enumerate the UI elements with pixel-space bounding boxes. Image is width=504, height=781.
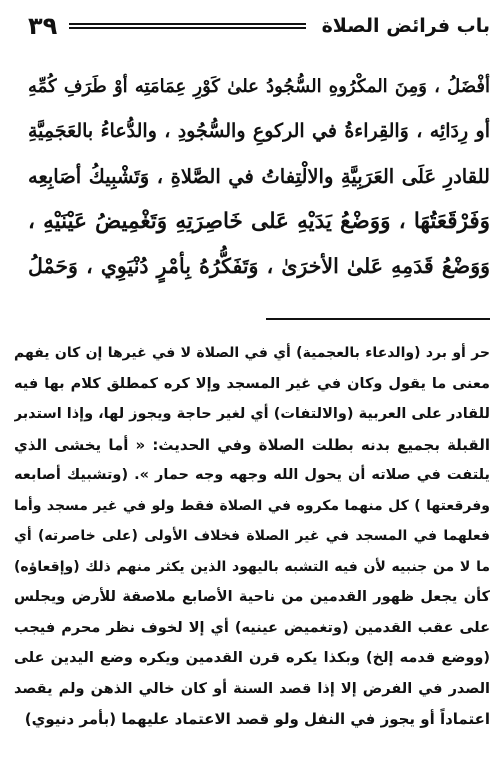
page-header (28, 8, 490, 44)
page-number: ٣٩ (28, 12, 58, 40)
footnote-line: (ووضع قدمه إلخ) وبكذا يكره قرن القدمين ويكره وضع اليدين على (14, 650, 490, 666)
footnote-line: حر أو برد (والدعاء بالعجمية) أي في الصلاة لا في غيرها إن كان يفهم (14, 345, 490, 361)
main-text (28, 64, 490, 289)
main-text-line: وَوَضْعُ قَدَمِهِ عَلىٰ الأخرَىٰ ، وَتَفَكُّرُهُ بِأمْرٍ دُنْيَوِي ، وَحَمْلُ (28, 254, 490, 278)
footnote-separator (266, 318, 490, 320)
footnote-line: وفرقعتها ) كل منهما مكروه في الصلاة فقط ولو في غير مسجد وأما (14, 497, 490, 514)
main-text-line: أفْضَلُ ، وَمِنَ المكْرُوهِ السُّجُودُ علىٰ كَوْرِ عِمَامَتِه أوْ طَرَفِ كُمِّهِ (28, 76, 490, 97)
main-text-line: أو رِدَائِه ، وَالقِراءةُ في الركوعِ والسُّجُودِ ، والدُّعاءُ بالعَجَمِيَّةِ (28, 120, 490, 142)
footnote-line: كأن يجعل ظهور القدمين من ناحية الأصابع ملاصقة للأرض ويجلس (14, 589, 490, 605)
footnote-text (14, 338, 490, 735)
header-rule (69, 23, 305, 29)
footnote-line: معنى ما يقول وكان في غير المسجد وإلا كره كمطلق كلام بها فيه (14, 375, 490, 392)
footnote-line: للقادر على العربية (والالتفات) أي لغير حاجة ويجوز لها، وإذا استدبر (14, 406, 490, 422)
main-text-line: وَفَرْقَعَتُهَا ، وَوَضْعُ يَدَيْهِ عَلى خَاصِرَتِهِ وَتَغْمِيضُ عَيْنَيْهِ ، (28, 209, 490, 234)
footnote-line: فعلهما في المسجد في غير الصلاة فخلاف الأولى (على خاصرته) أي (14, 528, 490, 544)
footnote-line: القبلة بجميع بدنه بطلت الصلاة وفي الحديث: « أما يخشى الذي (14, 435, 490, 454)
footnote-line: اعتماداً أو يجوز في النفل ولو قصد الاعتماد عليهما (بأمر دنيوي) (24, 710, 490, 728)
footnote-line: يلتفت في صلاته أن يحول الله وجهه وجه حمار ». (وتشبيك أصابعه (14, 467, 490, 483)
footnote-line: على عقب القدمين (وتغميض عينيه) أي إلا لخوف نظر محرم فيجب (14, 619, 490, 636)
main-text-line: للقادرِ عَلَى العَرَبِيَّةِ والالْتِفاتُ في الصَّلاةِ ، وَتَشْبِيكُ أصَابِعِه (28, 165, 490, 188)
footnote-line: ما لا من جنبيه لأن فيه التشبه باليهود الذين يكثر منهم ذلك (وإقعاؤه) (14, 558, 490, 575)
footnote-line: الصدر في الفرض إلا إذا قصد السنة أو كان خالي الذهن ولم يقصد (14, 680, 490, 697)
chapter-title: باب فرائض الصلاة (321, 15, 490, 37)
